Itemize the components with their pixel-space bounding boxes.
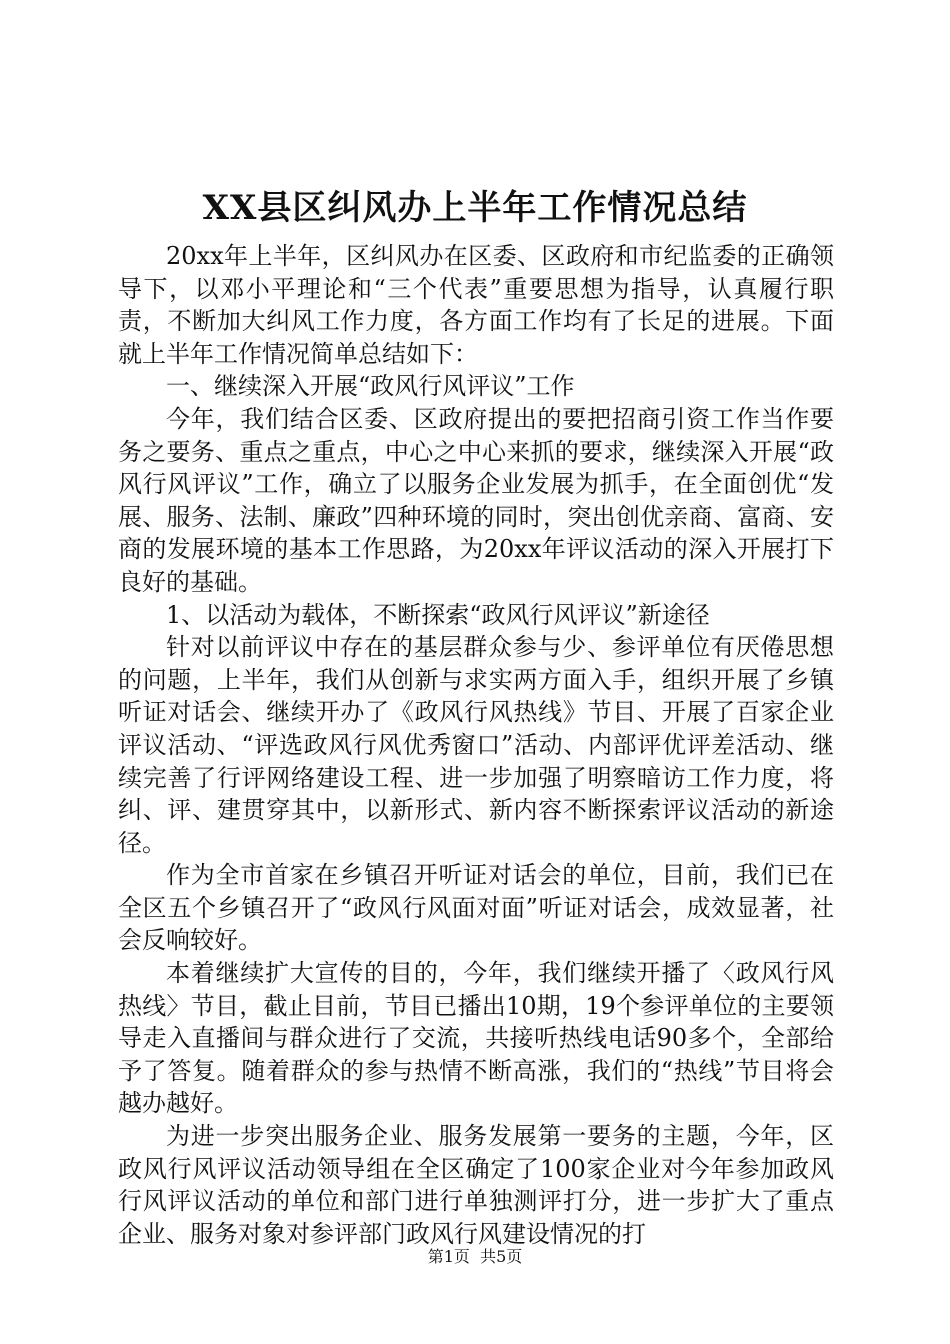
paragraph-section-1: 今年，我们结合区委、区政府提出的要把招商引资工作当作要务之要务、重点之重点，中心之中心来抓的要求，继续深入开展“政风行风评议”工作，确立了以服务企业发展为抓手，在全面创优“发展、服务、法制、廉政”四种环境的同时，突出创优亲商、富商、安商的发展环境的基本工作思路，为20xx年评议活动的深入开展打下良好的基础。 (118, 404, 834, 596)
subsection-heading-1: 1、以活动为载体，不断探索“政风行风评议”新途径 (166, 600, 710, 629)
section-heading-1: 一、继续深入开展“政风行风评议”工作 (166, 372, 575, 401)
page-number-current: 第1页 (427, 1247, 470, 1266)
paragraph-intro: 20xx年上半年，区纠风办在区委、区政府和市纪监委的正确领导下，以邓小平理论和“三个代表”重要思想为指导，认真履行职责，不断加大纠风工作力度，各方面工作均有了长足的进展。下面就上半年工作情况简单总结如下： (118, 242, 834, 368)
page-number-total: 共5页 (480, 1247, 523, 1266)
document-title: XX县区纠风办上半年工作情况总结 (202, 188, 748, 228)
paragraph-hearing: 作为全市首家在乡镇召开听证对话会的单位，目前，我们已在全区五个乡镇召开了“政风行风面对面”听证对话会，成效显著，社会反响较好。 (118, 861, 834, 955)
document-body (118, 240, 834, 1250)
page-footer (0, 1246, 950, 1268)
paragraph-activities: 针对以前评议中存在的基层群众参与少、参评单位有厌倦思想的问题，上半年，我们从创新与求实两方面入手，组织开展了乡镇听证对话会、继续开办了《政风行风热线》节目、开展了百家企业评议活动、“评选政风行风优秀窗口”活动、内部评优评差活动、继续完善了行评网络建设工程、进一步加强了明察暗访工作力度，将纠、评、建贯穿其中，以新形式、新内容不断探索评议活动的新途径。 (118, 633, 834, 857)
paragraph-enterprises: 为进一步突出服务企业、服务发展第一要务的主题，今年，区政风行风评议活动领导组在全区确定了100家企业对今年参加政风行风评议活动的单位和部门进行单独测评打分，进一步扩大了重点企业、服务对象对参评部门政风行风建设情况的打 (118, 1122, 834, 1248)
paragraph-hotline: 本着继续扩大宣传的目的，今年，我们继续开播了〈政风行风热线〉节目，截止目前，节目已播出10期，19个参评单位的主要领导走入直播间与群众进行了交流，共接听热线电话90多个，全部给予了答复。随着群众的参与热情不断高涨，我们的“热线”节目将会越办越好。 (118, 959, 834, 1118)
